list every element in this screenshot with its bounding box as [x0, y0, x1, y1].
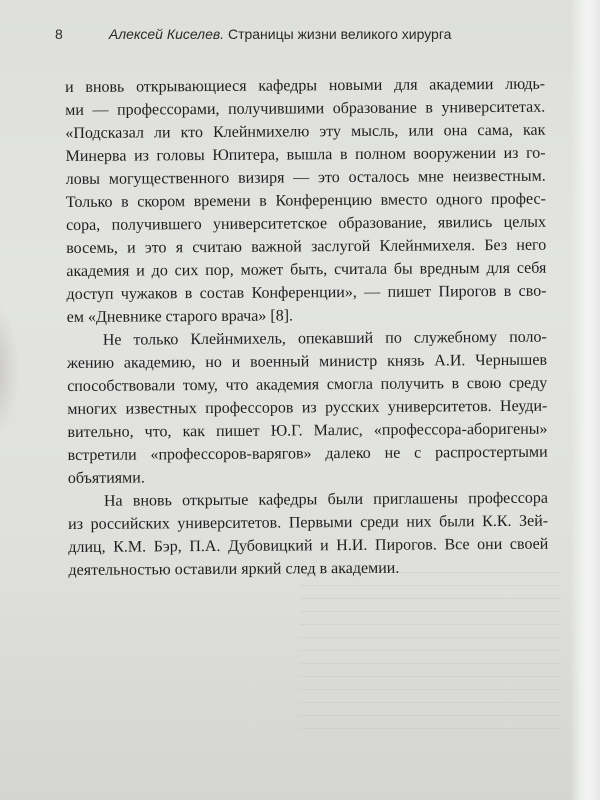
- text-line: ловы могущественного визиря — это осталось мне неизвестным.: [65, 167, 546, 188]
- header-author: Алексей Киселев.: [108, 26, 225, 42]
- text-line: длиц, К.М. Бэр, П.А. Дубовицкий и Н.И. Пирогов. Все они своей: [68, 535, 549, 556]
- paragraph: [67, 326, 548, 490]
- text-line: многих известных профессоров из русских университетов. Неуди-: [67, 397, 548, 418]
- text-line: встретили «профессоров-варягов» далеко не с распростертыми: [67, 443, 548, 464]
- text-line: деятельностью оставили яркий след в академии.: [68, 559, 400, 579]
- text-line: вительно, что, как пишет Ю.Г. Малис, «профессора-аборигены»: [67, 420, 548, 441]
- running-header: [55, 26, 575, 42]
- text-line: Только в скором времени в Конференцию вместо одного профес-: [65, 190, 546, 211]
- text-line: и вновь открывающиеся кафедры новыми для академии людь-: [65, 75, 546, 96]
- text-line: доступ чужаков в состав Конференции», — пишет Пирогов в сво-: [66, 282, 547, 303]
- text-line: объятиями.: [67, 469, 145, 487]
- text-line: На вновь открытые кафедры были приглашены профессора: [103, 489, 549, 510]
- text-line: Не только Клейнмихель, опекавший по служебному поло-: [102, 328, 547, 349]
- body-text: [65, 73, 549, 582]
- bleed-through-text: [300, 560, 560, 740]
- header-book-title: Страницы жизни великого хирурга: [227, 26, 452, 42]
- text-line: ми — профессорами, получившими образование в университетах.: [65, 98, 546, 119]
- text-line: восемь, и это я считаю важной заслугой Клейнмихеля. Без него: [66, 236, 547, 257]
- text-line: из российских университетов. Первыми среди них были К.К. Зей-: [68, 512, 549, 533]
- text-line: жению академию, но и военный министр князь А.И. Чернышев: [66, 351, 548, 372]
- text-line: академия и до сих пор, может быть, считала бы вредным для себя: [66, 259, 547, 280]
- text-line: сора, получившего университетское образование, явились целых: [65, 213, 547, 234]
- page-edge: [570, 0, 600, 800]
- text-line: «Подсказал ли кто Клейнмихелю эту мысль, или она сама, как: [65, 121, 546, 142]
- text-line: ем «Дневнике старого врача» [8].: [66, 307, 294, 326]
- paragraph: [68, 487, 549, 582]
- paragraph: [65, 73, 547, 329]
- text-line: Минерва из головы Юпитера, вышла в полном вооружении из го-: [65, 144, 546, 165]
- finger-shadow: [0, 300, 20, 440]
- text-line: способствовали тому, что академия смогла получить в свою среду: [67, 374, 548, 395]
- page-number: 8: [55, 26, 63, 42]
